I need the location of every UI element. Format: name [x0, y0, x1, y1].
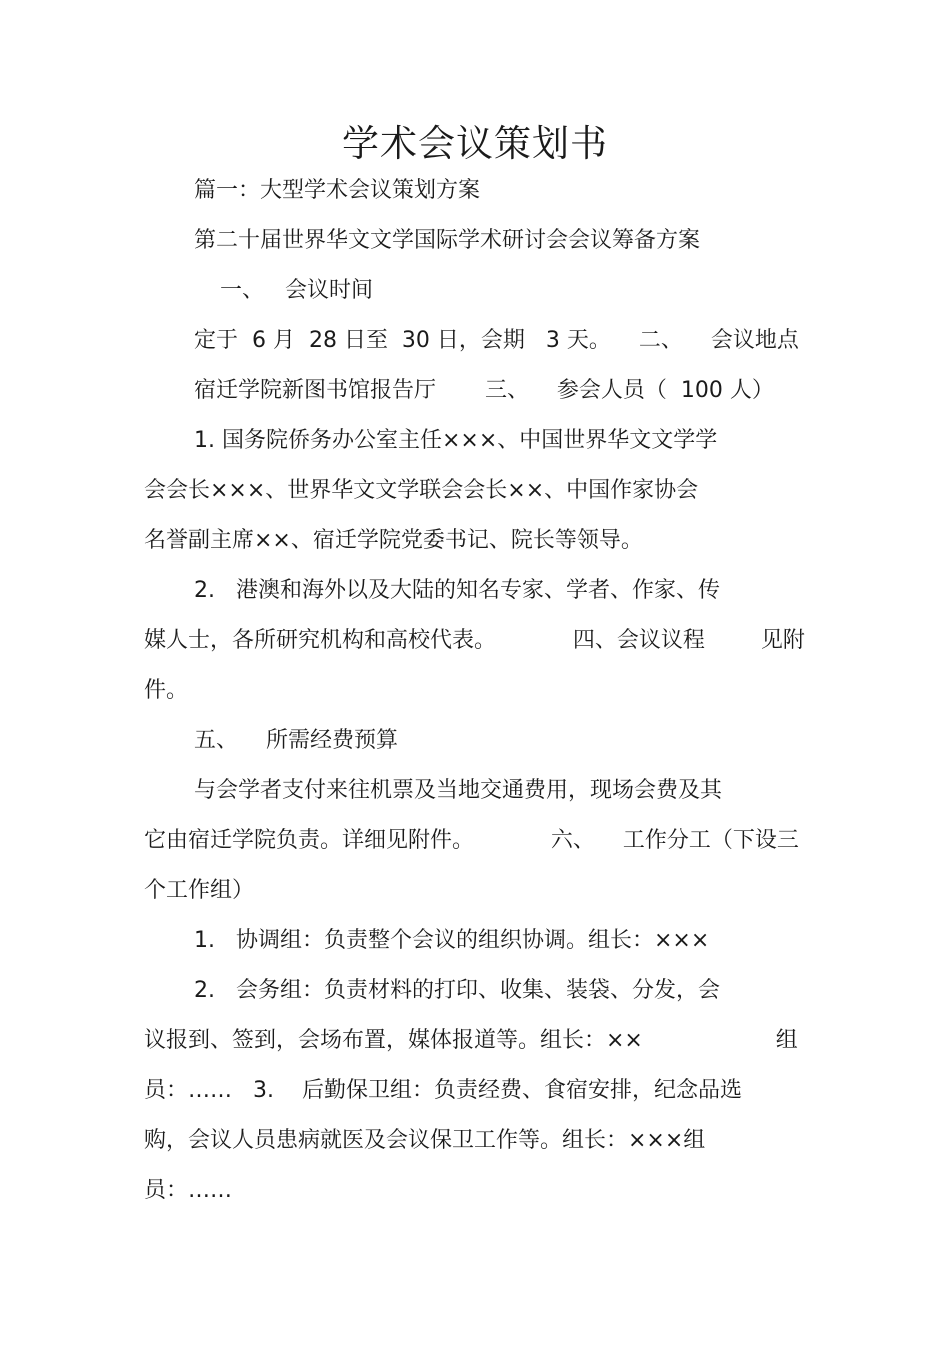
text-line: 名誉副主席××、宿迁学院党委书记、院长等领导。	[144, 528, 643, 553]
text-line: 1. 国务院侨务办公室主任×××、中国世界华文文学学	[194, 428, 718, 453]
text-line: 与会学者支付来往机票及当地交通费用，现场会费及其	[194, 778, 723, 803]
document-title: 学术会议策划书	[342, 122, 608, 165]
text-line: 个工作组）	[144, 878, 255, 903]
text-line: 2. 会务组：负责材料的打印、收集、装袋、分发，会	[194, 978, 720, 1003]
text-line: 1. 协调组：负责整个会议的组织协调。组长：×××	[194, 928, 710, 953]
text-line: 员：……	[144, 1178, 233, 1203]
text-line: 一、 会议时间	[220, 278, 373, 303]
text-line: 五、 所需经费预算	[194, 728, 398, 753]
text-line: 定于 6 月 28 日至 30 日，会期 3 天。 二、 会议地点	[194, 328, 799, 353]
text-line: 第二十届世界华文文学国际学术研讨会会议筹备方案	[194, 228, 701, 253]
text-line: 购，会议人员患病就医及会议保卫工作等。组长：×××组	[144, 1128, 706, 1153]
text-line: 宿迁学院新图书馆报告厅 三、 参会人员（ 100 人）	[194, 378, 774, 403]
text-line: 件。	[144, 678, 189, 703]
text-line: 议报到、签到，会场布置，媒体报道等。组长：×× 组	[144, 1028, 798, 1053]
text-line: 篇一：大型学术会议策划方案	[194, 178, 481, 203]
text-line: 会会长×××、世界华文文学联会会长××、中国作家协会	[144, 478, 699, 503]
text-line: 它由宿迁学院负责。详细见附件。 六、 工作分工（下设三	[144, 828, 799, 853]
text-line: 员：…… 3. 后勤保卫组：负责经费、食宿安排，纪念品选	[144, 1078, 742, 1103]
text-line: 媒人士，各所研究机构和高校代表。 四、会议议程 见附	[144, 628, 805, 653]
text-line: 2. 港澳和海外以及大陆的知名专家、学者、作家、传	[194, 578, 720, 603]
